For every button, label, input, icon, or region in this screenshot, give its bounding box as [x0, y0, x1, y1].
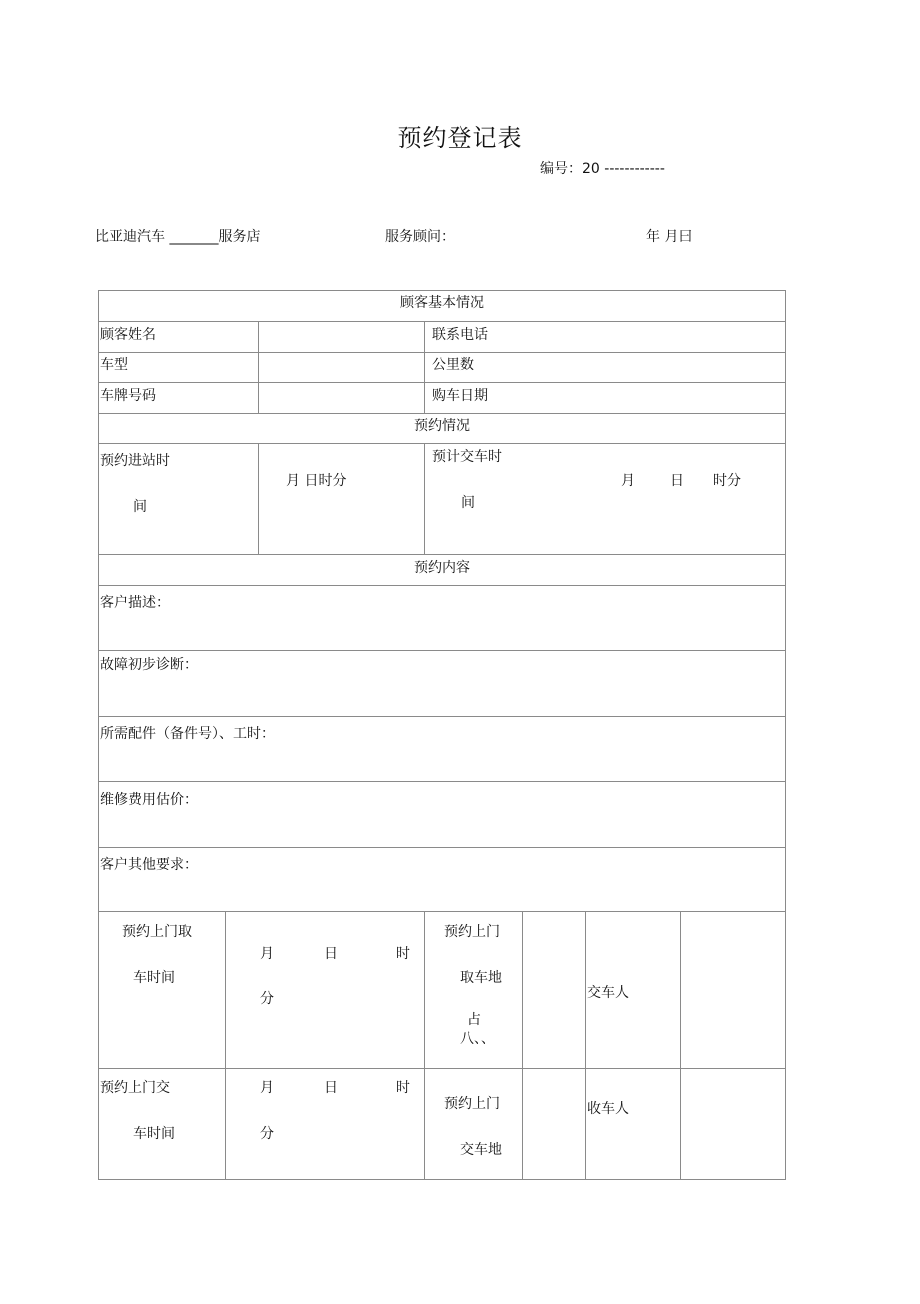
- mileage-label: 公里数: [432, 357, 474, 373]
- dropoff-minute: 分: [260, 1126, 274, 1142]
- pickup-minute: 分: [260, 991, 274, 1007]
- pickup-time-label: 预约上门取: [122, 924, 192, 940]
- delivery-time-label: 预计交车时: [432, 449, 502, 465]
- form-date: 年 月曰: [646, 229, 693, 245]
- row-divider: [98, 413, 786, 414]
- dropoff-hour: 时: [396, 1080, 410, 1096]
- car-model-label: 车型: [100, 357, 128, 373]
- row-divider: [98, 716, 786, 717]
- delivery-time-label-cont: 间: [461, 495, 475, 511]
- pickup-month: 月: [260, 946, 274, 962]
- col-divider: [258, 443, 259, 554]
- row-divider: [98, 1068, 786, 1069]
- repair-estimate-label: 维修费用估价：: [100, 792, 198, 808]
- col-divider: [585, 911, 586, 1179]
- row-divider: [98, 911, 786, 912]
- dropoff-day: 日: [324, 1080, 338, 1096]
- pickup-place-label-cont3: 八、、: [460, 1031, 495, 1047]
- pickup-place-label: 预约上门: [444, 924, 500, 940]
- section-customer-info: 顾客基本情况: [400, 295, 484, 311]
- fault-diagnosis-label: 故障初步诊断：: [100, 657, 198, 673]
- pickup-day: 日: [324, 946, 338, 962]
- row-divider: [98, 352, 786, 353]
- arrival-time-label-cont: 间: [133, 499, 147, 515]
- row-divider: [98, 781, 786, 782]
- dropoff-time-label: 预约上门交: [100, 1080, 170, 1096]
- row-divider: [98, 650, 786, 651]
- col-divider: [424, 321, 425, 413]
- pickup-place-label-cont: 取车地: [460, 970, 502, 986]
- other-requirements-label: 客户其他要求：: [100, 857, 198, 873]
- dropoff-place-label: 预约上门: [444, 1096, 500, 1112]
- row-divider: [98, 585, 786, 586]
- form-title: 预约登记表: [397, 124, 523, 152]
- customer-name-label: 顾客姓名: [100, 327, 156, 343]
- col-divider: [225, 911, 226, 1179]
- dropoff-month: 月: [260, 1080, 274, 1096]
- phone-label: 联系电话: [432, 327, 488, 343]
- service-advisor: 服务顾问：: [385, 229, 455, 245]
- col-divider: [680, 911, 681, 1179]
- handover-person-label: 交车人: [587, 985, 629, 1001]
- col-divider: [424, 443, 425, 554]
- delivery-month: 月: [621, 473, 635, 489]
- receiver-person-label: 收车人: [587, 1101, 629, 1117]
- row-divider: [98, 847, 786, 848]
- col-divider: [424, 911, 425, 1179]
- parts-labor-label: 所需配件（备件号）、工时：: [100, 726, 275, 742]
- dropoff-time-label-cont: 车时间: [133, 1126, 175, 1142]
- pickup-time-label-cont: 车时间: [133, 970, 175, 986]
- row-divider: [98, 321, 786, 322]
- arrival-time-label: 预约进站时: [100, 453, 170, 469]
- dealer-store: 比亚迪汽车 _______服务店: [95, 229, 261, 245]
- row-divider: [98, 443, 786, 444]
- delivery-hour-minute: 时分: [713, 473, 741, 489]
- plate-number-label: 车牌号码: [100, 388, 156, 404]
- dropoff-place-label-cont: 交车地: [460, 1142, 502, 1158]
- row-divider: [98, 382, 786, 383]
- col-divider: [522, 911, 523, 1179]
- section-appointment-info: 预约情况: [414, 418, 470, 434]
- section-appointment-content: 预约内容: [414, 560, 470, 576]
- serial-number: 编号：20 ------------: [540, 161, 665, 177]
- arrival-time-value: 月 日时分: [286, 473, 347, 489]
- delivery-day: 日: [670, 473, 684, 489]
- pickup-hour: 时: [396, 946, 410, 962]
- table-border-bottom: [98, 1179, 786, 1180]
- customer-description-label: 客户描述：: [100, 595, 170, 611]
- pickup-place-label-cont2: 占: [467, 1012, 481, 1028]
- row-divider: [98, 554, 786, 555]
- purchase-date-label: 购车日期: [432, 388, 488, 404]
- col-divider: [258, 321, 259, 413]
- table-border-top: [98, 290, 786, 291]
